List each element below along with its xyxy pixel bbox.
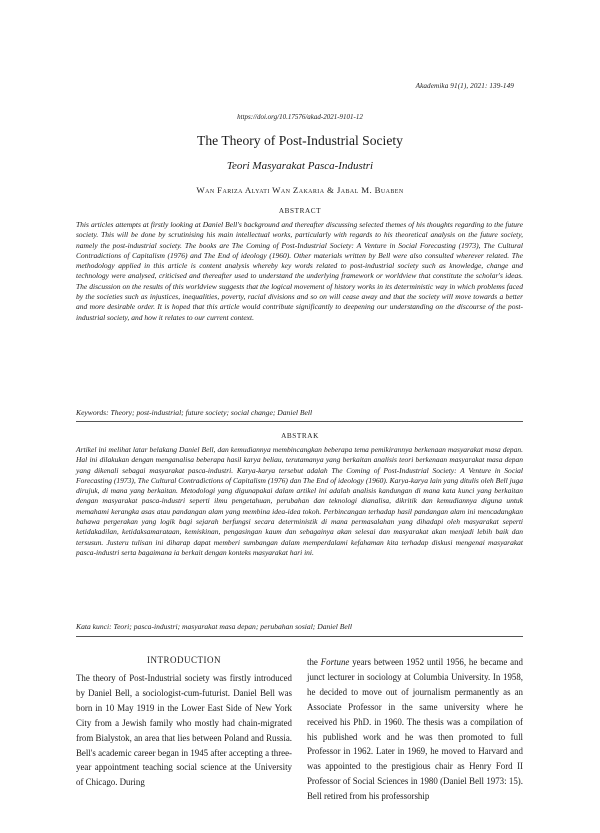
abstract-heading: ABSTRACT — [278, 207, 322, 215]
doi-link[interactable]: https://doi.org/10.17576/akad-2021-9101-12 — [237, 113, 363, 121]
fortune-magazine-name: Fortune — [320, 657, 350, 667]
right-column-prefix: the — [307, 657, 321, 667]
section-divider — [76, 421, 523, 422]
body-left-column: The theory of Post-Industrial society was firstly introduced by Daniel Bell, a sociologist-cum-futurist. Daniel Bell was born in 10 May 1919 in the Lower East Side of New York City from a Jewish family who mostly had chain-migrated from Bialystok, an area that lies between Poland and Russia. Bell's academic career began in 1945 after accepting a three-year appointment teaching social science at the University of Chicago. During — [76, 673, 292, 788]
body-right-column — [307, 655, 523, 804]
running-head: Akademika 91(1), 2021: 139-149 — [415, 82, 514, 90]
keywords-english: Keywords: Theory; post-industrial; future society; social change; Daniel Bell — [76, 408, 313, 417]
article-authors: Wan Fariza Alyati Wan Zakaria & Jabal M. Buaben — [196, 185, 404, 195]
introduction-heading: INTRODUCTION — [147, 655, 221, 665]
article-subtitle: Teori Masyarakat Pasca-Industri — [226, 160, 374, 172]
abstract-english: This articles attempts at firstly looking at Daniel Bell's background and thereafter discussing selected themes of his thoughts regarding to the future society. This will be done by scrutinising his main intellectual works, particularly with regards to his theoretical analysis on the future society, namely the post-industrial society. The books are The Coming of Post-Industrial Society: A Venture in Social Forecasting (1973), The Cultural Contradictions of Capitalism (1976) and The End of ideology (1960). Other materials written by Bell were also consulted wherever related. The methodology applied in this article is content analysis whereby key words related to post-industrial society such as knowledge, change and technology were analysed, criticised and thereafter used to understand the underlying framework or worldview that constitute the scholar's ideas. The discussion on the results of this worldview suggests that the logical movement of history works in its deterministic way in which problems faced by the societies such as injustices, inequalities, poverty, racial divisions and so on will cease away and that the society will move towards a better and more desirable order. It is hoped that this article would contribute significantly to deepening our understanding on the discourse of the post-industrial society, and how it relates to our current context. — [76, 220, 523, 322]
section-divider — [76, 636, 523, 637]
abstrak-heading: ABSTRAK — [281, 432, 319, 440]
keywords-malay: Kata kunci: Teori; pasca-industri; masyarakat masa depan; perubahan sosial; Daniel Bell — [76, 622, 353, 631]
right-column-text: years between 1952 until 1956, he became and junct lecturer in sociology at Columbia University. In 1958, he decided to move out of journalism permanently as an Associate Professor in the same university where he received his PhD. in 1960. The thesis was a compilation of his published work and he was then promoted to full Professor in 1962. Later in 1969, he moved to Harvard and was appointed to the prestigious chair as Henry Ford II Professor of Social Sciences in 1980 (Daniel Bell 1973: 15). Bell retired from his professorship — [307, 657, 523, 802]
abstract-malay: Artikel ini melihat latar belakang Daniel Bell, dan kemudiannya membincangkan beberapa tema pemikirannya berkenaan masyarakat masa depan. Hal ini dilakukan dengan menganalisa beberapa hasil karya beliau, terutamanya yang berkaitan analisis teori berkenaan masyarakat masa depan yang dikenali sebagai masyarakat pasca-industri. Karya-karya tersebut adalah The Coming of Post-Industrial Society: A Venture in Social Forecasting (1973), The Cultural Contradictions of Capitalism (1976) dan The End of ideology (1960). Karya-karya lain yang ditulis oleh Bell juga dirujuk, di mana yang berkaitan. Metodologi yang digunapakai dalam artikel ini adalah analisis kandungan di mana kata kunci yang berkaitan dengan masyarakat pasca-industri seperti ilmu pengetahuan, perubahan dan teknologi dianalisa, dikritik dan kemudiannya diguna untuk memahami kerangka asas atau pandangan alam yang membina idea-idea tokoh. Perbincangan terhadap hasil pandangan alam ini mencadangkan bahawa pergerakan yang logik bagi sejarah berfungsi secara deterministik di mana permasalahan yang dihadapi oleh masyarakat seperti ketidakadilan, ketidaksamarataan, kemiskinan, pengasingan kaum dan sebagainya akan selesai dan masyarakat akan menjadi lebih baik dan tersusun. Justeru tulisan ini diharap dapat memberi sumbangan dalam memperdalami kefahaman kita terhadap diskusi mengenai masyarakat pasca-industri serta bagaimana ia berkait dengan konteks masyarakat hari ini. — [76, 445, 523, 557]
article-title: The Theory of Post-Industrial Society — [197, 133, 403, 148]
